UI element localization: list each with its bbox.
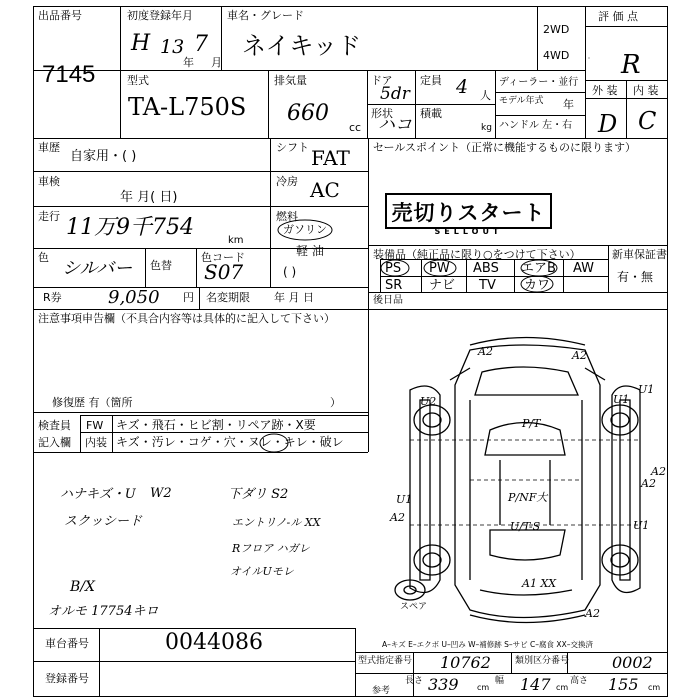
- damage-mark: U2: [420, 395, 437, 408]
- damage-mark: U1: [638, 383, 655, 396]
- damage-mark: A2: [585, 607, 600, 620]
- equip-tv: TV: [479, 278, 496, 293]
- damage-mark: U1: [396, 493, 413, 506]
- width-value: 147: [520, 675, 551, 694]
- registration-label: 登録番号: [45, 672, 89, 685]
- type-label: 型式: [127, 74, 149, 87]
- warranty-value: 有・無: [617, 270, 654, 284]
- handwritten-note: W2: [150, 486, 172, 501]
- history-value: 自家用・( ): [70, 149, 137, 164]
- fuel-label: 燃料: [276, 210, 298, 223]
- sellout-title: 売切りスタート: [391, 201, 546, 225]
- damage-mark: U/T-S: [510, 520, 541, 533]
- fw-label: FW: [86, 419, 104, 432]
- shift-value: FAT: [311, 146, 350, 170]
- ac-label: 冷房: [276, 175, 298, 188]
- equip-leather: カワ: [524, 278, 551, 293]
- model-year-unit: 年: [563, 98, 574, 111]
- after-items-label: 後日品: [373, 295, 403, 306]
- drive-2wd: 2WD: [543, 23, 570, 36]
- interior-label: 内 装: [633, 84, 659, 97]
- history-label: 車歴: [38, 141, 60, 154]
- month-mark: 月: [211, 56, 222, 69]
- doors-label: ドア: [371, 74, 393, 87]
- name-change-value: 年 月 日: [274, 291, 314, 304]
- notes-label: 注意事項申告欄（不具合内容等は具体的に記入して下さい）: [38, 312, 335, 325]
- width-label: 幅: [495, 676, 505, 686]
- height-label: 高さ: [570, 676, 589, 686]
- fuel-light: 軽 油: [296, 244, 324, 258]
- load-unit: kg: [481, 123, 492, 133]
- handwritten-note: B/X: [70, 579, 95, 595]
- first-registration-year: 13: [160, 36, 185, 58]
- equip-navi: ナビ: [429, 278, 456, 293]
- handwritten-note: 下ダリ S2: [228, 487, 289, 502]
- damage-mark: A2: [572, 349, 587, 362]
- chassis-label: 車台番号: [45, 637, 89, 650]
- equip-aw: AW: [573, 261, 595, 276]
- height-value: 155: [608, 675, 639, 694]
- equip-sr: SR: [385, 278, 403, 293]
- handwritten-note: オイルUモレ: [230, 565, 294, 578]
- exterior-label: 外 装: [592, 84, 618, 97]
- mileage-label: 走行: [38, 210, 60, 223]
- capacity-label: 定員: [420, 74, 442, 87]
- name-change-label: 名変期限: [206, 291, 250, 304]
- first-registration-era: H: [131, 31, 151, 56]
- model-year-label: モデル年式: [499, 96, 544, 106]
- color-label: 色: [38, 251, 49, 264]
- drive-4wd: 4WD: [543, 49, 570, 62]
- lot-number-label: 出品番号: [38, 9, 82, 22]
- color-code-label: 色コード: [201, 251, 245, 264]
- damage-mark: U1: [613, 393, 630, 406]
- repair-history-close: ）: [330, 396, 341, 409]
- repair-history-label: 修復歴 有（箇所: [52, 396, 133, 409]
- chassis-value: 0044086: [165, 630, 263, 655]
- year-mark: 年: [183, 56, 194, 69]
- sellout-stamp: [385, 193, 552, 236]
- damage-mark: A2: [641, 477, 656, 490]
- shape-value: ハコ: [378, 115, 412, 135]
- mileage-value: 11万9千754: [66, 215, 194, 240]
- damage-mark: A1 XX: [522, 577, 557, 590]
- capacity-value: 4: [456, 76, 469, 98]
- lot-number-value: 7145: [42, 61, 96, 88]
- entry-label: 記入欄: [38, 436, 71, 449]
- fuel-other: ( ): [283, 265, 297, 279]
- equip-pw: PW: [429, 261, 450, 276]
- damage-mark: A2: [651, 465, 666, 478]
- handwritten-note: ハナキズ・U: [60, 487, 136, 502]
- displacement-value: 660: [287, 101, 329, 126]
- handwritten-note: オルモ 17754キロ: [48, 604, 159, 619]
- model-code-value: 10762: [440, 653, 491, 672]
- displacement-unit: cc: [349, 121, 362, 134]
- interior-grade-value: C: [638, 107, 657, 135]
- damage-mark: P/NF大: [508, 491, 548, 504]
- displacement-label: 排気量: [274, 74, 307, 87]
- inspector-label: 検査員: [38, 419, 71, 432]
- recycle-unit: 円: [183, 291, 194, 304]
- inspection-value: 年 月( 日): [120, 190, 178, 205]
- handwritten-note: Rフロア ハガレ: [232, 542, 310, 555]
- damage-mark: P/T: [522, 417, 541, 430]
- sales-point-label: セールスポイント（正常に機能するものに限ります）: [373, 141, 637, 154]
- recycle-value: 9,050: [108, 287, 160, 308]
- sellout-subtitle: SELLOUT: [434, 227, 503, 236]
- spare-label: スペア: [400, 602, 428, 612]
- model-name-value: ネイキッド: [242, 32, 362, 60]
- fw-items: キズ・飛石・ヒビ割・リペア跡・X要: [116, 418, 316, 432]
- model-code-label: 型式指定番号: [358, 656, 413, 666]
- height-unit: cm: [648, 683, 661, 692]
- damage-legend: A–キズ E–エクボ U–凹み W–補修跡 S–サビ C–腐食 XX–交換済: [382, 640, 593, 649]
- model-grade-label: 車名・グレード: [227, 9, 304, 22]
- handwritten-note: エントリノ-ル XX: [232, 516, 321, 529]
- mileage-unit: km: [228, 235, 244, 246]
- warranty-label: 新車保証書: [612, 248, 667, 261]
- handwritten-note: スクッシード: [64, 514, 143, 529]
- shift-label: シフト: [276, 141, 309, 154]
- fuel-gas: ガソリン: [283, 223, 327, 236]
- first-registration-label: 初度登録年月: [127, 9, 193, 22]
- grade-value: R: [621, 50, 641, 80]
- equip-ps: PS: [385, 261, 402, 276]
- first-registration-month: 7: [194, 32, 208, 57]
- doors-value: 5dr: [380, 84, 410, 104]
- color-code-value: S07: [204, 260, 244, 284]
- type-value: TA-L750S: [128, 93, 247, 121]
- dealer-label: ディーラー・並行: [499, 77, 579, 88]
- interior-items: キズ・汚レ・コゲ・穴・ヌレ・キレ・破レ: [116, 435, 344, 449]
- grade-label: 評 価 点: [598, 10, 638, 23]
- class-code-value: 0002: [612, 653, 653, 672]
- length-label: 長さ: [405, 676, 424, 686]
- handle-label: ハンドル 左・右: [499, 120, 573, 131]
- capacity-unit: 人: [480, 89, 491, 102]
- class-code-label: 類別区分番号: [515, 656, 570, 666]
- length-unit: cm: [477, 683, 490, 692]
- equip-abs: ABS: [473, 261, 499, 276]
- inspection-label: 車検: [38, 175, 60, 188]
- recycle-label: R券: [43, 291, 62, 304]
- equipment-label: 装備品（純正品に限り○をつけて下さい）: [373, 248, 581, 261]
- load-label: 積載: [420, 107, 442, 120]
- damage-mark: U1: [633, 519, 650, 532]
- equip-airbag: エアB: [521, 261, 556, 276]
- color-change-label: 色替: [150, 259, 172, 272]
- exterior-grade-value: D: [598, 110, 618, 138]
- color-value: シルバー: [62, 258, 133, 279]
- car-diagram: [395, 338, 640, 623]
- length-value: 339: [428, 675, 459, 694]
- width-unit: cm: [556, 683, 569, 692]
- interior-notes-label: 内装: [85, 436, 107, 449]
- ac-value: AC: [310, 178, 340, 202]
- ref-label: 参考: [372, 686, 391, 696]
- damage-mark: A2: [390, 511, 405, 524]
- damage-mark: A2: [478, 345, 493, 358]
- shape-label: 形状: [371, 107, 393, 120]
